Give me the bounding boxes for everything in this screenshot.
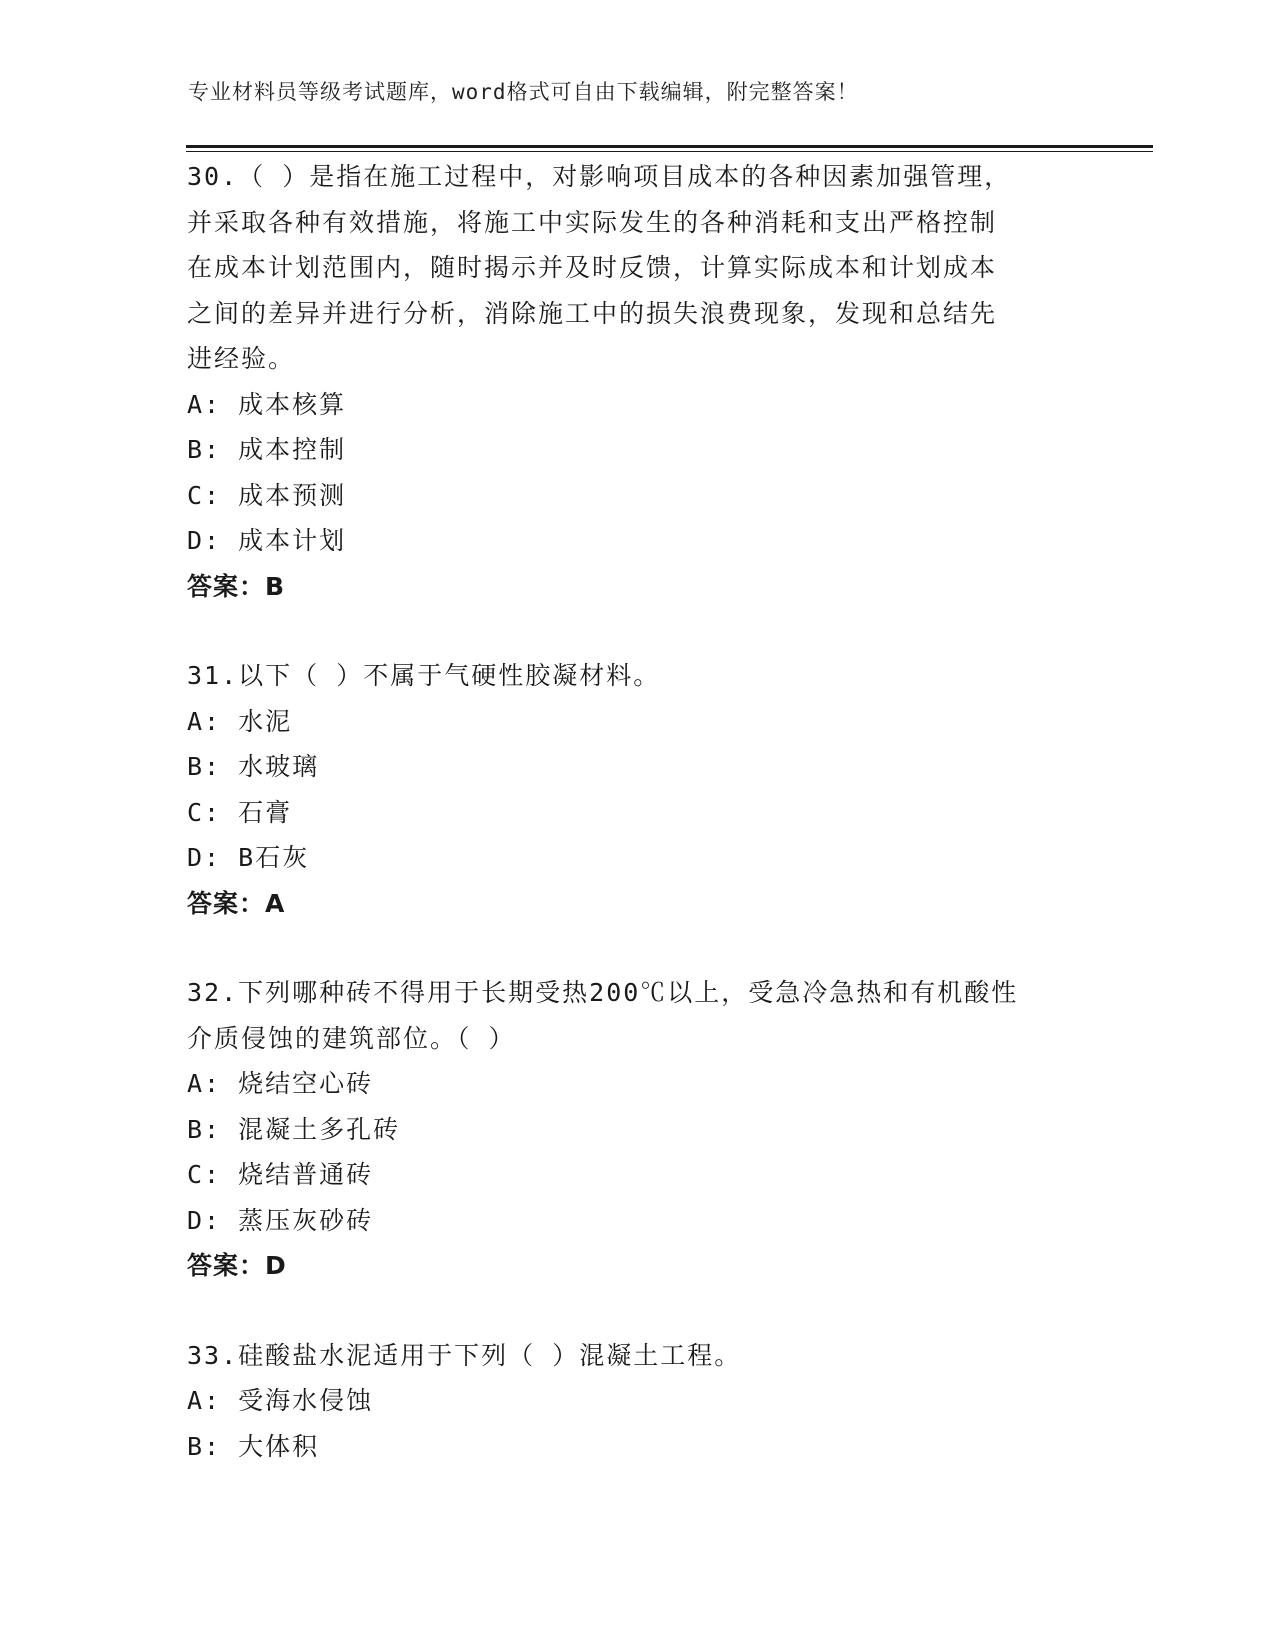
- option-a: A: 成本核算: [187, 389, 347, 419]
- question-stem-line: 32.下列哪种砖不得用于长期受热200℃以上，受急冷急热和有机酸性: [187, 978, 1019, 1007]
- spacer: [187, 1289, 1077, 1333]
- option-c: C: 成本预测: [187, 480, 347, 510]
- spacer: [187, 926, 1077, 970]
- option-d: D: 蒸压灰砂砖: [187, 1205, 374, 1235]
- question-33: [187, 1333, 1077, 1470]
- option-b: B: 水玻璃: [187, 752, 320, 781]
- answer: 答案：D: [187, 1251, 287, 1280]
- spacer: [187, 609, 1077, 653]
- question-32: [187, 970, 1077, 1289]
- question-stem-line: 31.以下（ ）不属于气硬性胶凝材料。: [187, 661, 661, 690]
- answer: 答案：B: [187, 571, 286, 601]
- question-stem-line: 进经验。: [187, 344, 296, 373]
- question-stem-line: 并采取各种有效措施，将施工中实际发生的各种消耗和支出严格控制: [187, 207, 998, 237]
- option-b: B: 混凝土多孔砖: [187, 1114, 401, 1144]
- option-a: A: 水泥: [187, 706, 293, 736]
- question-stem-line: 30.（ ）是指在施工过程中，对影响项目成本的各种因素加强管理，: [187, 162, 1012, 191]
- question-stem-line: 33.硅酸盐水泥适用于下列（ ）混凝土工程。: [187, 1340, 742, 1370]
- answer: 答案：A: [187, 888, 286, 918]
- question-31: [187, 653, 1077, 926]
- option-c: C: 石膏: [187, 797, 293, 827]
- question-stem-line: 之间的差异并进行分析，消除施工中的损失浪费现象，发现和总结先: [187, 298, 998, 328]
- option-b: B: 成本控制: [187, 435, 347, 464]
- question-30: [187, 154, 1077, 609]
- question-list: [187, 154, 1077, 1469]
- header-divider-thin: [186, 151, 1153, 152]
- option-a: A: 烧结空心砖: [187, 1069, 374, 1098]
- option-c: C: 烧结普通砖: [187, 1160, 374, 1189]
- page-header: 专业材料员等级考试题库，word格式可自由下载编辑，附完整答案！: [188, 80, 859, 104]
- question-stem-line: 在成本计划范围内，随时揭示并及时反馈，计算实际成本和计划成本: [187, 253, 998, 282]
- question-stem-line: 介质侵蚀的建筑部位。（ ）: [187, 1023, 516, 1053]
- option-d: D: 成本计划: [187, 526, 347, 555]
- option-d: D: B石灰: [187, 843, 310, 872]
- option-a: A: 受海水侵蚀: [187, 1386, 374, 1415]
- header-divider-thick: [186, 145, 1153, 148]
- option-b: B: 大体积: [187, 1431, 320, 1461]
